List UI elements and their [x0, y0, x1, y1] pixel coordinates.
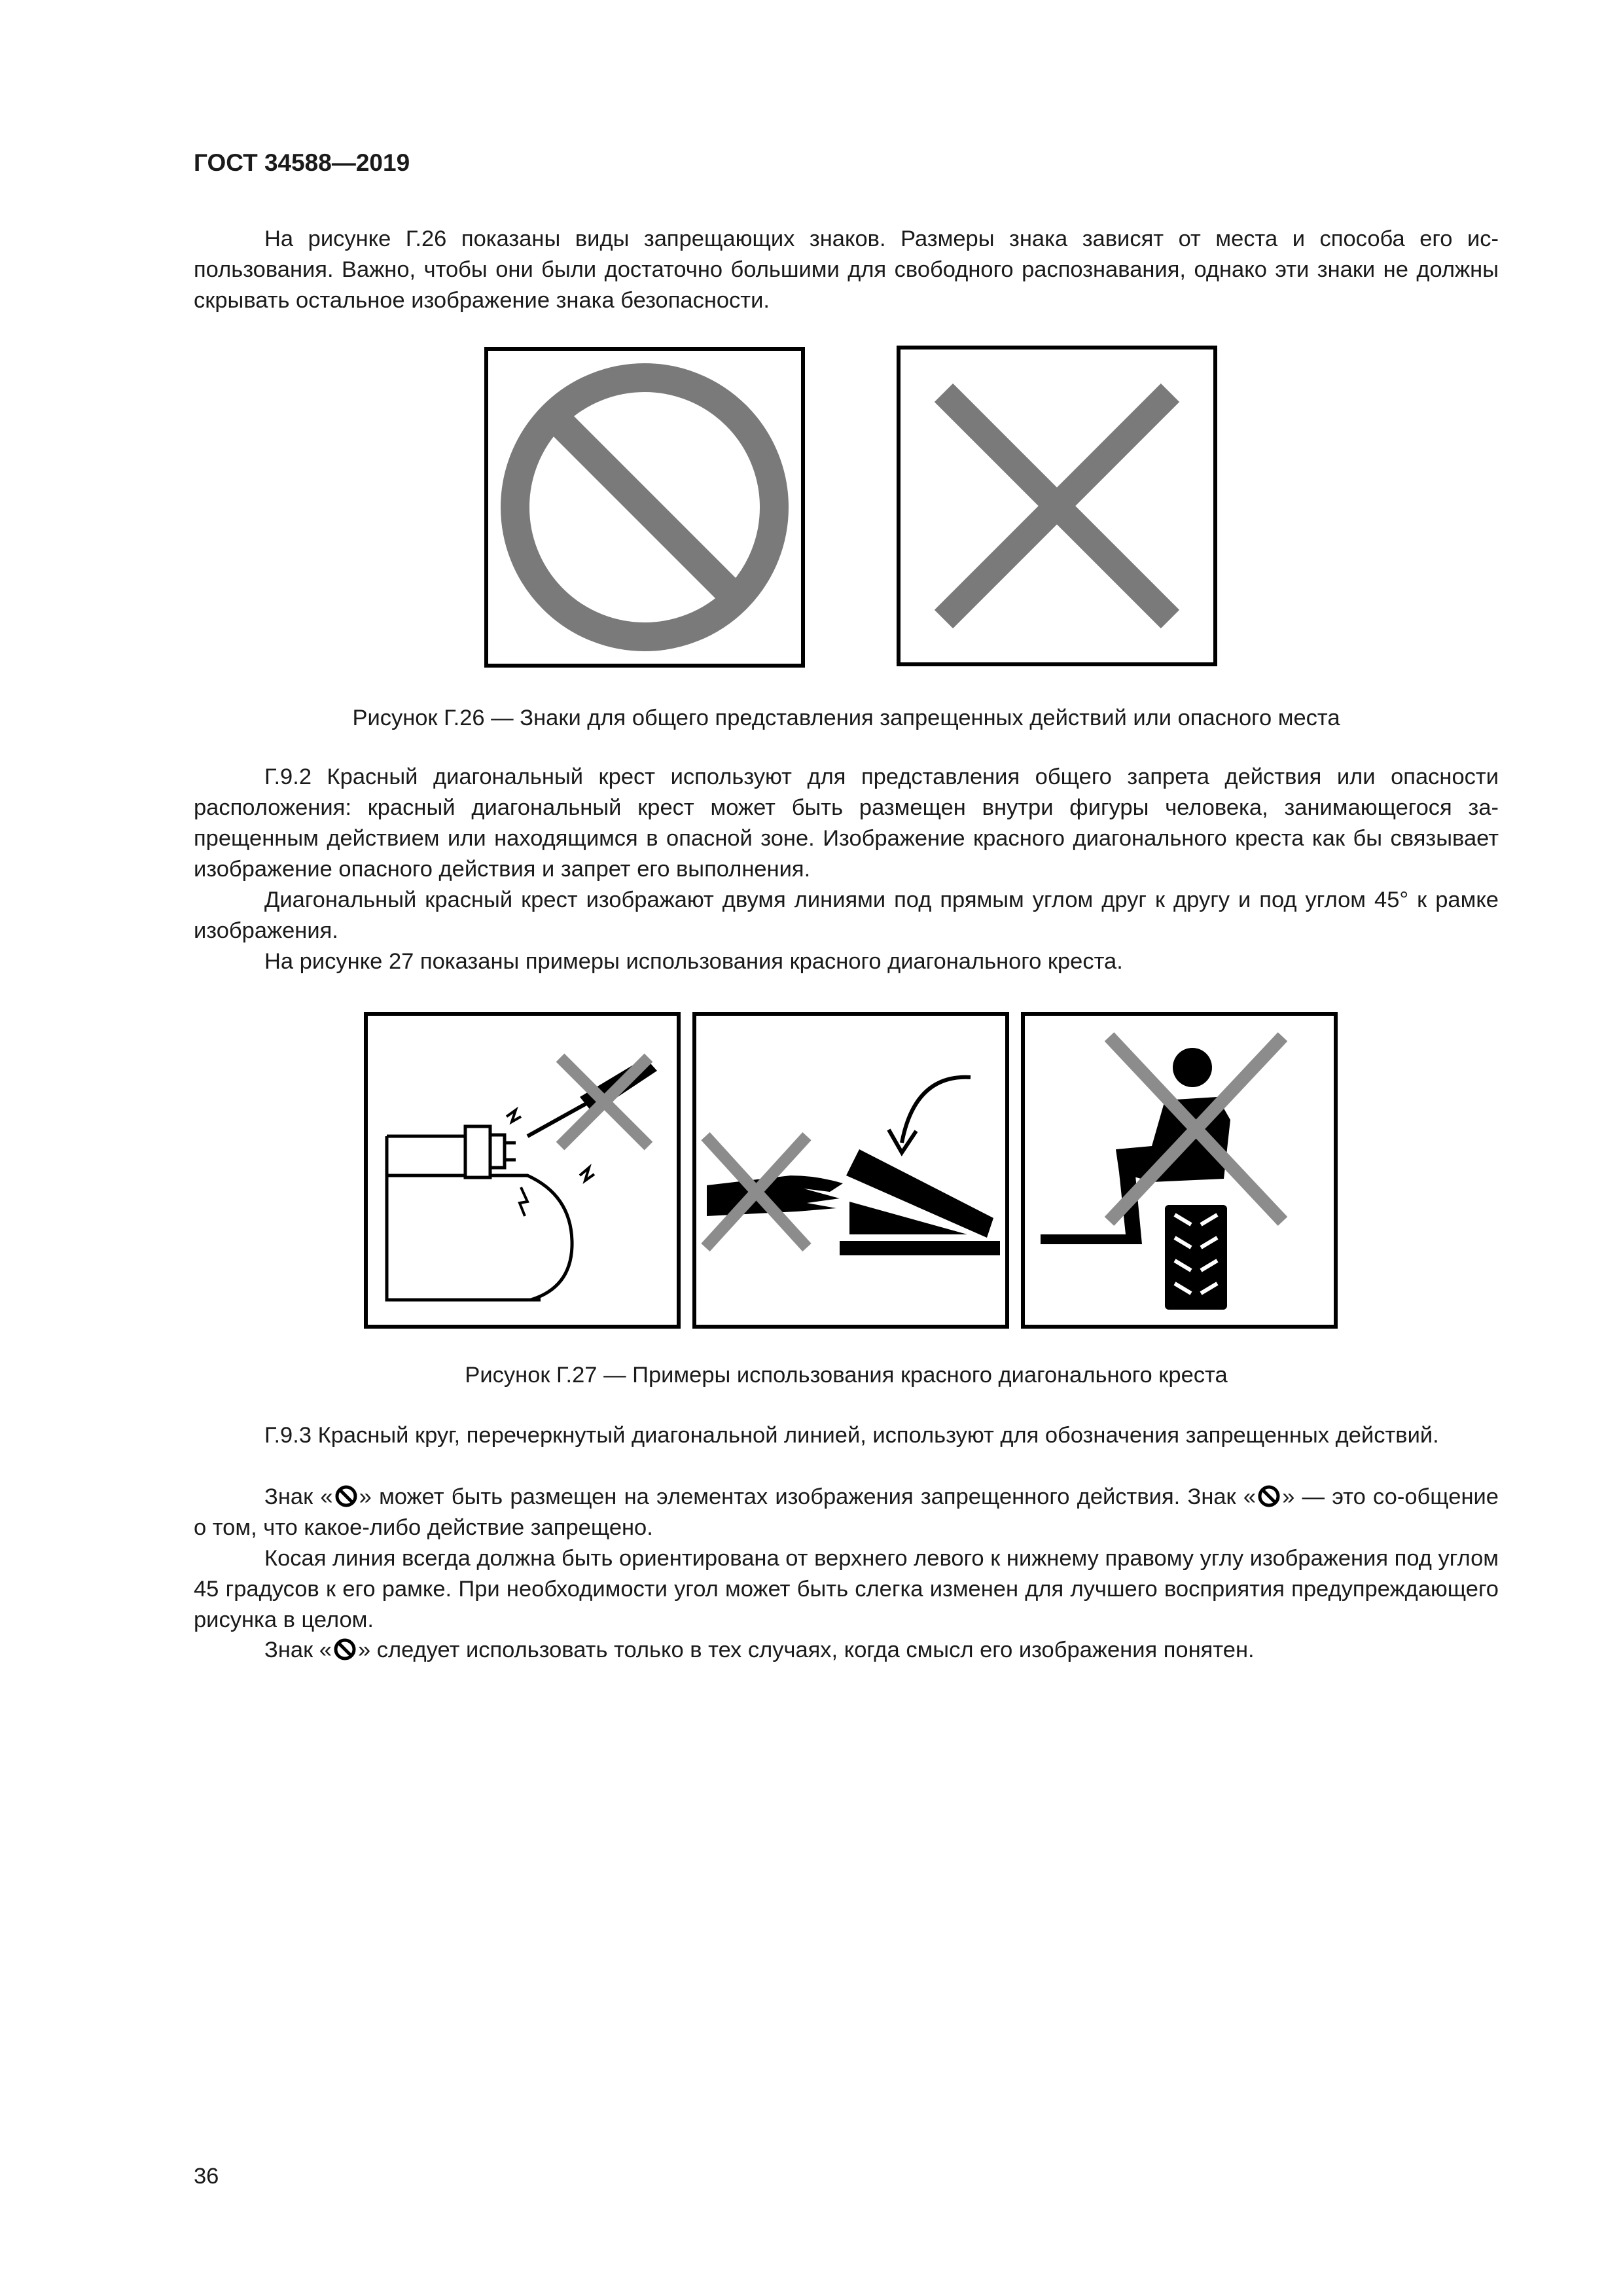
section-9-3-paragraph-3: Косая линия всегда должна быть ориентирована от верхнего левого к нижнему правому углу изображения под углом 45 градусов к его рамке. При необходимости угол может быть слегка изменен для лучшего восприятия предупреждающего рисунка в целом.	[194, 1546, 1499, 1632]
figure-26-caption: Рисунок Г.26 — Знаки для общего представления запрещенных действий или опасного места	[352, 706, 1340, 730]
prohibition-sign-icon	[334, 1484, 358, 1508]
figure-26-sign-prohibition-circle	[484, 347, 805, 668]
prohibition-sign-icon	[1257, 1484, 1281, 1508]
figure-27-caption: Рисунок Г.27 — Примеры использования красного диагонального креста	[465, 1363, 1228, 1388]
figure-26-sign-diagonal-cross	[897, 346, 1217, 666]
document-header: ГОСТ 34588—2019	[194, 149, 410, 176]
section-9-3-paragraph-4: Знак « » следует использовать только в тех случаях, когда смысл его изображения понятен.	[264, 1638, 1255, 1662]
section-9-3-paragraph-1: Г.9.3 Красный круг, перечеркнутый диагональной линией, используют для обозначения запрещенных действий.	[264, 1423, 1439, 1448]
figure-27-example-hand-crush	[692, 1012, 1009, 1329]
section-9-2-paragraph-2: Диагональный красный крест изображают двумя линиями под прямым углом друг к другу и под углом 45° к рамке изображения.	[194, 888, 1499, 943]
prohibition-sign-icon	[333, 1638, 357, 1661]
section-9-2-paragraph-1: Г.9.2 Красный диагональный крест используют для представления общего запрета действия или опасности расположения: красный диагональный крест может быть размещен внутри фигуры человека, занимающегося за-прещенным действием или находящимся в опасной зоне. Изображение красного диагонального креста как бы связывает изображение опасного действия и запрет его выполнения.	[194, 764, 1499, 882]
section-9-3-paragraph-2: Знак « » может быть размещен на элементах изображения запрещенного действия. Знак « » — это со-общение о том, что какое-либо действие запрещено.	[194, 1484, 1499, 1540]
intro-paragraph: На рисунке Г.26 показаны виды запрещающих знаков. Размеры знака зависят от места и способа его ис-пользования. Важно, чтобы они были достаточно большими для свободного распознавания, однако эти знаки не должны скрывать остальное изображение знака безопасности.	[194, 226, 1499, 313]
figure-27-example-electric-tool	[364, 1012, 681, 1329]
section-9-2-paragraph-3: На рисунке 27 показаны примеры использования красного диагонального креста.	[264, 949, 1123, 974]
page-number: 36	[194, 2164, 219, 2189]
figure-27-example-person-on-tire	[1021, 1012, 1338, 1329]
